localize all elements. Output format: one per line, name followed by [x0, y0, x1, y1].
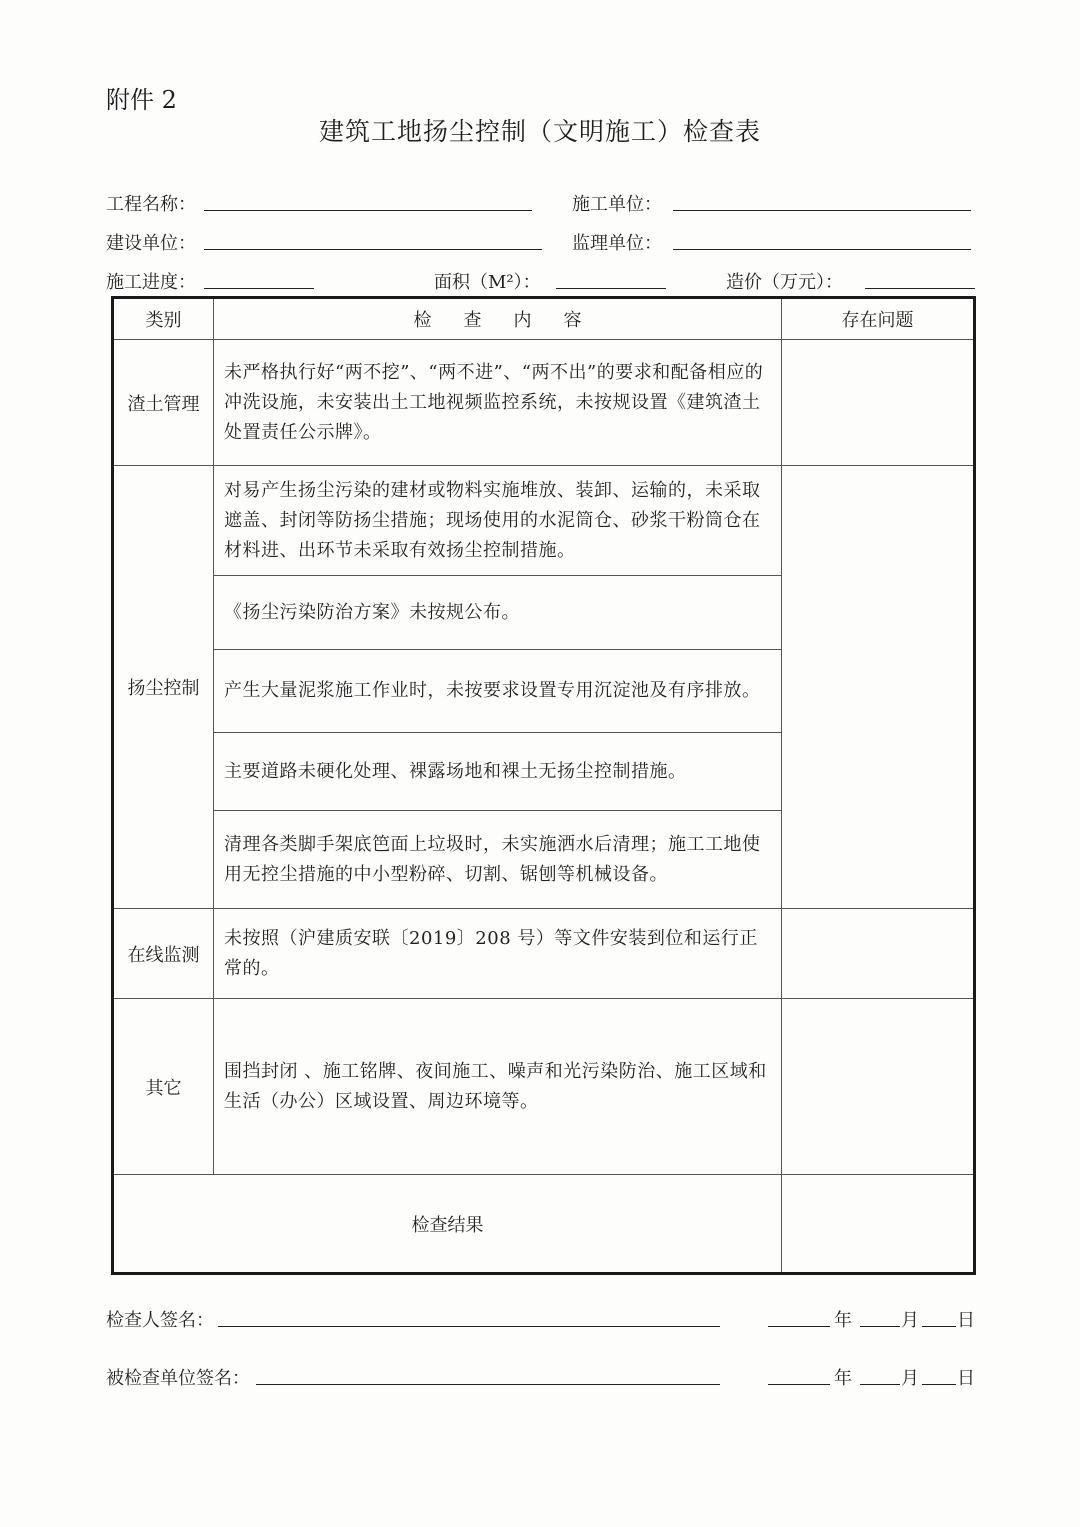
supervision-unit-label: 监理单位：	[572, 233, 662, 254]
month-label: 月	[901, 1368, 919, 1389]
category-header: 类别	[113, 298, 214, 340]
inspector-day-field[interactable]	[922, 1326, 956, 1327]
content-cell: 《扬尘污染防治方案》未按规公布。	[214, 576, 782, 650]
issues-cell[interactable]	[782, 340, 975, 466]
project-name-label: 工程名称：	[106, 194, 196, 215]
inspected-day-field[interactable]	[922, 1384, 956, 1385]
project-name-field[interactable]	[204, 210, 532, 211]
day-label: 日	[957, 1368, 975, 1389]
content-cell: 未严格执行好“两不挖”、“两不进”、“两不出”的要求和配备相应的冲洗设施，未安装出土工地视频监控系统，未按规设置《建筑渣土处置责任公示牌》。	[214, 340, 782, 466]
issues-cell[interactable]	[782, 999, 975, 1175]
result-label: 检查结果	[113, 1175, 782, 1274]
inspected-unit-signature-label: 被检查单位签名：	[106, 1368, 250, 1389]
inspected-year-field[interactable]	[768, 1384, 830, 1385]
content-cell: 未按照（沪建质安联〔2019〕208 号）等文件安装到位和运行正常的。	[214, 909, 782, 999]
table-row	[113, 909, 975, 999]
cost-field[interactable]	[865, 288, 975, 289]
day-label: 日	[957, 1310, 975, 1331]
inspection-table	[111, 296, 976, 1275]
table-header-row	[113, 298, 975, 340]
builder-unit-field[interactable]	[204, 249, 542, 250]
inspected-unit-signature-field[interactable]	[256, 1384, 720, 1385]
construction-unit-label: 施工单位：	[572, 194, 662, 215]
cost-label: 造价（万元）：	[726, 272, 843, 293]
progress-label: 施工进度：	[106, 272, 196, 293]
result-cell[interactable]	[782, 1175, 975, 1274]
category-cell: 在线监测	[113, 909, 214, 999]
table-row	[113, 999, 975, 1175]
year-label: 年	[834, 1310, 852, 1331]
month-label: 月	[901, 1310, 919, 1331]
inspector-year-field[interactable]	[768, 1326, 830, 1327]
inspected-month-field[interactable]	[860, 1384, 900, 1385]
issues-header: 存在问题	[782, 298, 975, 340]
content-header: 检查内容	[214, 298, 782, 340]
content-cell: 产生大量泥浆施工作业时，未按要求设置专用沉淀池及有序排放。	[214, 650, 782, 733]
attachment-label: 附件 2	[106, 86, 177, 114]
area-label: 面积（M²）：	[434, 272, 541, 293]
inspector-signature-field[interactable]	[218, 1326, 720, 1327]
area-field[interactable]	[556, 288, 666, 289]
year-label: 年	[834, 1368, 852, 1389]
category-cell: 其它	[113, 999, 214, 1175]
progress-field[interactable]	[204, 288, 314, 289]
page-title: 建筑工地扬尘控制（文明施工）检查表	[318, 117, 761, 146]
inspector-month-field[interactable]	[860, 1326, 900, 1327]
content-cell: 清理各类脚手架底笆面上垃圾时，未实施洒水后清理；施工工地使用无控尘措施的中小型粉碎、切割、锯刨等机械设备。	[214, 811, 782, 909]
issues-cell[interactable]	[782, 909, 975, 999]
table-row	[113, 340, 975, 466]
result-row	[113, 1175, 975, 1274]
inspector-signature-label: 检查人签名：	[106, 1310, 214, 1331]
content-cell: 主要道路未硬化处理、裸露场地和裸土无扬尘控制措施。	[214, 733, 782, 811]
table-row	[113, 466, 975, 576]
content-cell: 围挡封闭 、施工铭牌、夜间施工、噪声和光污染防治、施工区域和生活（办公）区域设置、周边环境等。	[214, 999, 782, 1175]
issues-cell[interactable]	[782, 466, 975, 909]
supervision-unit-field[interactable]	[673, 249, 971, 250]
builder-unit-label: 建设单位：	[106, 233, 196, 254]
construction-unit-field[interactable]	[673, 210, 971, 211]
category-cell: 渣土管理	[113, 340, 214, 466]
content-cell: 对易产生扬尘污染的建材或物料实施堆放、装卸、运输的，未采取遮盖、封闭等防扬尘措施；现场使用的水泥筒仓、砂浆干粉筒仓在材料进、出环节未采取有效扬尘控制措施。	[214, 466, 782, 576]
category-cell: 扬尘控制	[113, 466, 214, 909]
